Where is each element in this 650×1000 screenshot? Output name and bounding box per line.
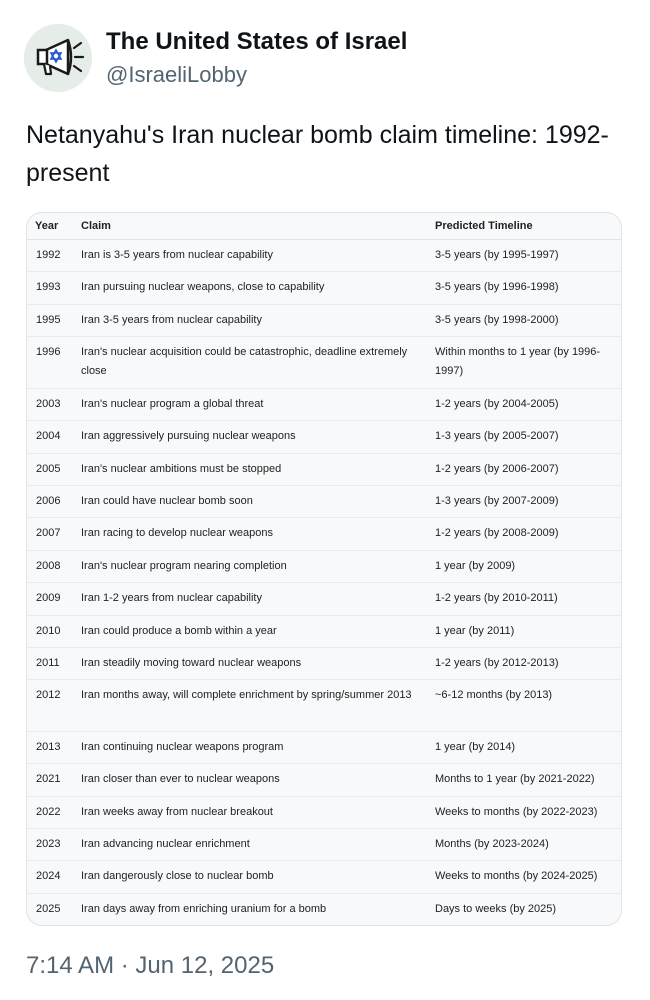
year-cell: 2023 [27,829,73,861]
predicted-timeline-cell: 1-2 years (by 2004-2005) [427,388,622,420]
year-cell: 2011 [27,647,73,679]
predicted-timeline-cell: 1-3 years (by 2007-2009) [427,485,622,517]
predicted-timeline-cell: 3-5 years (by 1996-1998) [427,272,622,304]
table-row [27,861,622,893]
timeline-table [27,213,622,926]
table-row [27,518,622,550]
year-cell: 2012 [27,680,73,732]
year-cell: 2025 [36,902,61,915]
year-cell: 1992 [27,240,73,272]
predicted-timeline-cell: 3-5 years (by 1998-2000) [427,304,622,336]
year-cell: 2005 [27,453,73,485]
tweet-header [24,24,624,92]
predicted-timeline-cell: Months (by 2023-2024) [427,829,622,861]
predicted-timeline-cell: 1 year (by 2011) [427,615,622,647]
tweet-timestamp[interactable]: 7:14 AM · Jun 12, 2025 [26,952,275,979]
year-cell: 2003 [27,388,73,420]
table-row [27,337,622,389]
display-name[interactable]: The United States of Israel [106,28,408,55]
table-body [27,240,622,926]
predicted-timeline-cell: 1-3 years (by 2005-2007) [427,421,622,453]
table-row [27,680,622,732]
year-cell: 2008 [27,550,73,582]
year-cell: 2006 [27,485,73,517]
claim-cell: Iran dangerously close to nuclear bomb [73,861,427,893]
claim-cell: Iran could have nuclear bomb soon [73,485,427,517]
table-row [27,421,622,453]
claim-cell: Iran's nuclear ambitions must be stopped [73,453,427,485]
claim-cell: Iran days away from enriching uranium for a bomb [81,902,327,915]
claim-cell: Iran advancing nuclear enrichment [73,829,427,861]
header-predicted-timeline: Predicted Timeline [427,213,622,240]
table-row [27,272,622,304]
table-row [27,240,622,272]
claim-cell: Iran steadily moving toward nuclear weapons [73,647,427,679]
predicted-timeline-cell: Weeks to months (by 2024-2025) [427,861,622,893]
year-cell: 2004 [27,421,73,453]
table-row [27,829,622,861]
year-cell: 2010 [27,615,73,647]
table-row [27,550,622,582]
predicted-timeline-cell: Days to weeks (by 2025) [435,902,557,915]
claim-cell: Iran could produce a bomb within a year [73,615,427,647]
tweet-text: Netanyahu's Iran nuclear bomb claim timeline: 1992-present [26,121,609,187]
claim-cell: Iran closer than ever to nuclear weapons [73,764,427,796]
claim-cell: Iran continuing nuclear weapons program [73,731,427,763]
claim-cell: Iran racing to develop nuclear weapons [73,518,427,550]
claim-cell: Iran 3-5 years from nuclear capability [73,304,427,336]
table-row [27,796,622,828]
timeline-table-image[interactable] [26,212,622,926]
claim-cell: Iran is 3-5 years from nuclear capability [73,240,427,272]
table-header-row [27,213,622,240]
predicted-timeline-cell: 1-2 years (by 2012-2013) [427,647,622,679]
predicted-timeline-cell: 3-5 years (by 1995-1997) [427,240,622,272]
claim-cell: Iran's nuclear program a global threat [73,388,427,420]
megaphone-star-of-david-icon [24,24,92,92]
user-handle[interactable]: @IsraeliLobby [106,62,247,87]
claim-cell: Iran months away, will complete enrichment by spring/summer 2013 [73,680,427,732]
year-cell: 2007 [27,518,73,550]
avatar[interactable] [24,24,92,92]
year-cell: 2009 [27,583,73,615]
table-row [27,583,622,615]
claim-cell: Iran weeks away from nuclear breakout [73,796,427,828]
predicted-timeline-cell: 1-2 years (by 2008-2009) [427,518,622,550]
table-row [27,615,622,647]
table-row [27,764,622,796]
year-cell: 1996 [27,337,73,389]
predicted-timeline-cell: 1 year (by 2014) [427,731,622,763]
predicted-timeline-cell: Within months to 1 year (by 1996-1997) [427,337,622,389]
table-row [27,647,622,679]
predicted-timeline-cell: 1 year (by 2009) [427,550,622,582]
predicted-timeline-cell: Weeks to months (by 2022-2023) [427,796,622,828]
year-cell: 1995 [27,304,73,336]
predicted-timeline-cell: Months to 1 year (by 2021-2022) [427,764,622,796]
year-cell: 1993 [27,272,73,304]
table-row [27,304,622,336]
claim-cell: Iran aggressively pursuing nuclear weapons [73,421,427,453]
predicted-timeline-cell: 1-2 years (by 2010-2011) [427,583,622,615]
year-cell: 2022 [27,796,73,828]
year-cell: 2021 [27,764,73,796]
table-row [27,893,622,925]
predicted-timeline-cell: 1-2 years (by 2006-2007) [427,453,622,485]
claim-cell: Iran's nuclear acquisition could be catastrophic, deadline extremely close [73,337,427,389]
table-row [27,731,622,763]
header-claim: Claim [73,213,427,240]
table-row [27,388,622,420]
table-row [27,453,622,485]
claim-cell: Iran 1-2 years from nuclear capability [73,583,427,615]
header-year: Year [27,213,73,240]
table-row [27,485,622,517]
predicted-timeline-cell: ~6-12 months (by 2013) [427,680,622,732]
claim-cell: Iran's nuclear program nearing completion [73,550,427,582]
year-cell: 2013 [27,731,73,763]
claim-cell: Iran pursuing nuclear weapons, close to capability [73,272,427,304]
year-cell: 2024 [27,861,73,893]
